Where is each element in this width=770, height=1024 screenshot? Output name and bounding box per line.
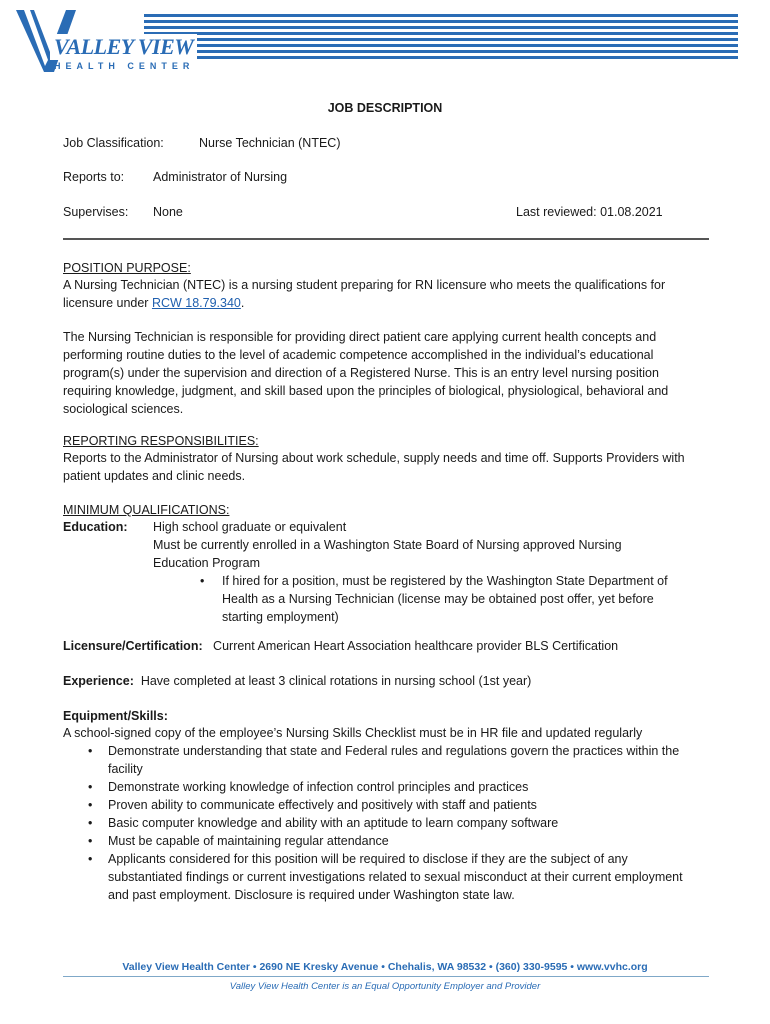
text-line: program(s) under the supervision and direction of a Registered Nurse. This is an entry level nursing position <box>63 366 659 380</box>
text-line: Demonstrate understanding that state and Federal rules and regulations govern the practices within the <box>108 744 680 758</box>
bullet-icon: • <box>88 816 93 830</box>
licensure-label: Licensure/Certification: <box>63 639 203 653</box>
footer-address: Valley View Health Center • 2690 NE Kresky Avenue • Chehalis, WA 98532 • (360) 330-9595 • www.vvhc.org <box>122 961 648 973</box>
reporting-heading: REPORTING RESPONSIBILITIES: <box>63 434 259 448</box>
list-item <box>88 742 683 778</box>
list-item <box>88 814 683 832</box>
text-line: patient updates and clinic needs. <box>63 469 246 483</box>
skills-list <box>88 742 683 904</box>
equipment-label: Equipment/Skills: <box>63 709 168 723</box>
logo-subtitle: HEALTH CENTER <box>54 61 195 71</box>
header-stripe <box>144 56 738 59</box>
header-stripe <box>144 44 738 47</box>
text-line: Must be capable of maintaining regular attendance <box>108 834 389 848</box>
education-label: Education: <box>63 520 128 534</box>
text-line: starting employment) <box>222 610 339 624</box>
header-stripe <box>144 32 738 35</box>
text-line: Proven ability to communicate effectively and positively with staff and patients <box>108 798 537 812</box>
text-line: High school graduate or equivalent <box>153 520 347 534</box>
footer-divider <box>63 976 709 977</box>
experience-label: Experience: <box>63 674 134 688</box>
text-line: facility <box>108 762 143 776</box>
rcw-link[interactable]: RCW 18.79.340 <box>151 296 241 310</box>
purpose-line <box>63 294 244 312</box>
supervises-label: Supervises: <box>63 205 129 219</box>
equipment-intro: A school-signed copy of the employee’s Nursing Skills Checklist must be in HR file and updated regularly <box>63 726 643 740</box>
text-line: Health as a Nursing Technician (license may be obtained post offer, yet before <box>222 592 654 606</box>
text-line: substantiated findings or current investigations related to sexual misconduct at their current employment <box>108 870 683 884</box>
reports-label: Reports to: <box>63 170 125 184</box>
text-line: Must be currently enrolled in a Washington State Board of Nursing approved Nursing <box>153 538 622 552</box>
header-stripe <box>144 50 738 53</box>
bullet-icon: • <box>88 780 93 794</box>
education-body <box>153 518 622 572</box>
text-line: Applicants considered for this position will be required to disclose if they are the subject of any <box>108 852 628 866</box>
text-line: If hired for a position, must be registered by the Washington State Department of <box>222 574 668 588</box>
purpose-text: licensure under <box>63 296 152 310</box>
education-bullet <box>200 572 668 626</box>
licensure-value: Current American Heart Association healthcare provider BLS Certification <box>213 639 619 653</box>
bullet-icon: • <box>88 744 93 758</box>
experience-row <box>63 672 531 690</box>
header-stripe <box>144 26 738 29</box>
text-line: The Nursing Technician is responsible for providing direct patient care applying current health concepts and <box>63 330 657 344</box>
list-item <box>88 778 683 796</box>
experience-value: Have completed at least 3 clinical rotations in nursing school (1st year) <box>140 674 532 688</box>
header-stripe <box>144 20 738 23</box>
text-line: requiring knowledge, judgment, and skill based upon the principles of biological, physiological, behavioral and <box>63 384 669 398</box>
purpose-heading: POSITION PURPOSE: <box>63 261 191 275</box>
bullet-icon: • <box>88 798 93 812</box>
text-line: and past employment. Disclosure is required under Washington state law. <box>108 888 515 902</box>
bullet-icon: • <box>88 852 93 866</box>
text-line: performing routine duties to the level of academic competence accomplished in the individual’s educational <box>63 348 654 362</box>
text-line: Demonstrate working knowledge of infection control principles and practices <box>108 780 529 794</box>
purpose-p2 <box>63 328 668 418</box>
bullet-icon: • <box>200 574 205 588</box>
reporting-body <box>63 449 685 485</box>
divider <box>63 238 709 240</box>
list-item <box>88 850 683 904</box>
qualifications-heading: MINIMUM QUALIFICATIONS: <box>63 503 230 517</box>
classification-value: Nurse Technician (NTEC) <box>199 136 341 150</box>
list-item <box>88 832 683 850</box>
header-stripe <box>144 14 738 17</box>
supervises-value: None <box>153 205 183 219</box>
list-item <box>88 796 683 814</box>
logo-name: VALLEY VIEW <box>50 34 197 60</box>
footer-eeo: Valley View Health Center is an Equal Opportunity Employer and Provider <box>229 981 541 992</box>
logo <box>14 8 754 76</box>
header-stripe <box>144 38 738 41</box>
purpose-line: A Nursing Technician (NTEC) is a nursing student preparing for RN licensure who meets the qualifications for <box>63 278 666 292</box>
page-title: JOB DESCRIPTION <box>327 101 443 115</box>
classification-label: Job Classification: <box>63 136 164 150</box>
bullet-icon: • <box>88 834 93 848</box>
text-line: Basic computer knowledge and ability with an aptitude to learn company software <box>108 816 559 830</box>
purpose-text: . <box>240 296 245 310</box>
reports-value: Administrator of Nursing <box>153 170 288 184</box>
text-line: Education Program <box>153 556 261 570</box>
text-line: sociological sciences. <box>63 402 184 416</box>
text-line: Reports to the Administrator of Nursing about work schedule, supply needs and time off. Supports Providers with <box>63 451 685 465</box>
licensure-row <box>63 637 618 655</box>
last-reviewed: Last reviewed: 01.08.2021 <box>516 205 663 219</box>
